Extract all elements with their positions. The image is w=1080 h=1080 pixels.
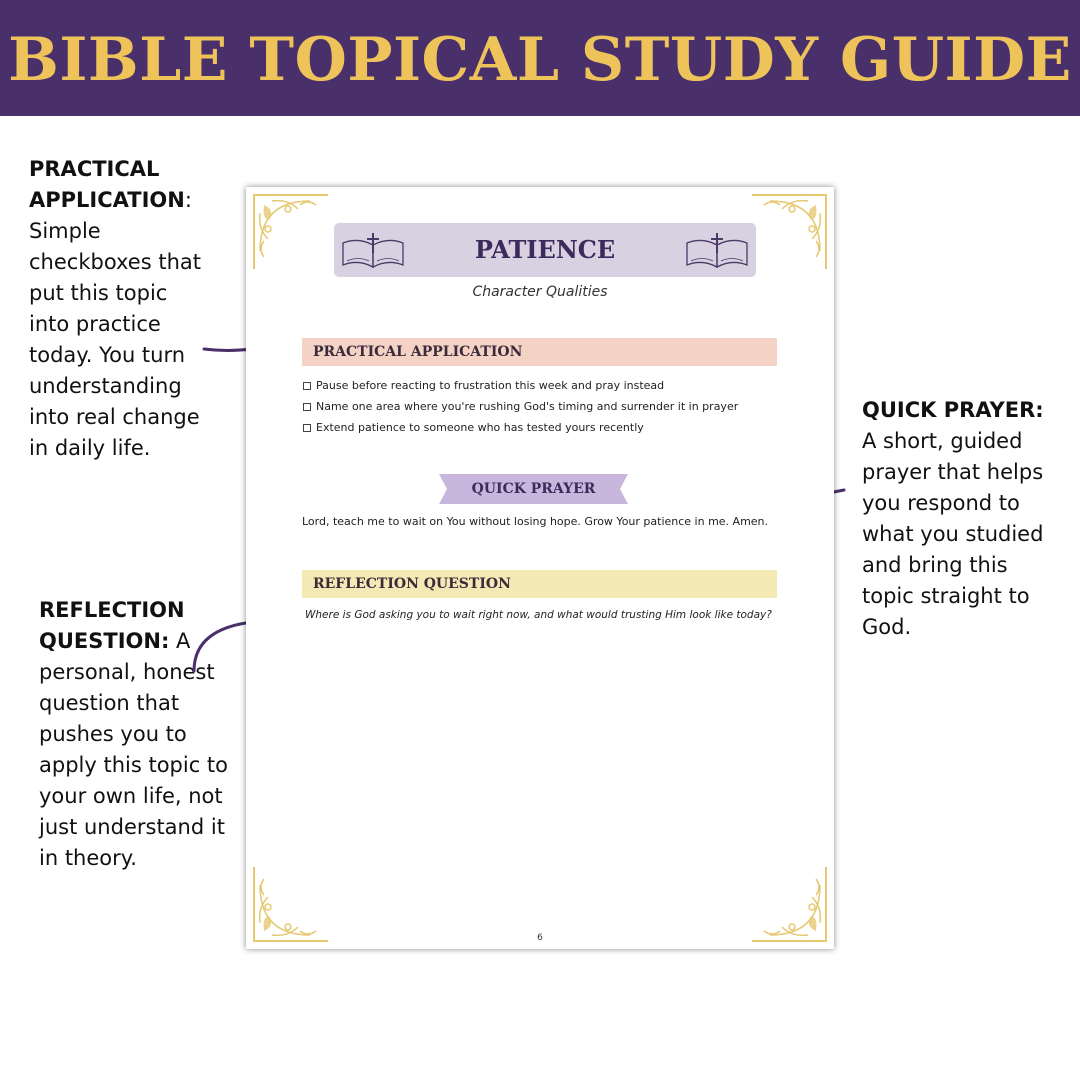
callout-practical-punct: : — [184, 188, 192, 212]
ornate-corner-icon — [750, 191, 830, 271]
checklist-item-label: Extend patience to someone who has tested yours recently — [316, 421, 644, 434]
callout-practical-body: Simple checkboxes that put this topic into practice today. You turn understanding into real change in daily life. — [29, 219, 201, 460]
checklist-item — [303, 417, 803, 438]
callout-prayer-body: A short, guided prayer that helps you respond to what you studied and bring this topic straight to God. — [862, 429, 1044, 639]
callout-reflection-body: A personal, honest question that pushes you to apply this topic to your own life, not just understand it in theory. — [39, 629, 229, 870]
checkbox[interactable] — [303, 382, 311, 390]
page-number: 6 — [537, 933, 543, 943]
page-title: BIBLE TOPICAL STUDY GUIDE — [8, 25, 1072, 95]
practical-application-bar — [302, 338, 777, 366]
reflection-question-text: Where is God asking you to wait right now, and what would trusting Him look like today? — [305, 609, 772, 621]
callout-quick-prayer — [862, 395, 1062, 643]
header-banner — [0, 0, 1080, 116]
open-bible-cross-icon — [682, 231, 752, 271]
checklist-item — [303, 396, 803, 417]
checkbox[interactable] — [303, 403, 311, 411]
practical-application-heading: PRACTICAL APPLICATION — [313, 344, 523, 360]
quick-prayer-heading: QUICK PRAYER — [471, 481, 596, 497]
reflection-question-bar — [302, 570, 777, 598]
checklist-item-label: Pause before reacting to frustration this week and pray instead — [316, 379, 665, 392]
quick-prayer-ribbon — [439, 474, 628, 504]
topic-title: PATIENCE — [474, 235, 616, 264]
checklist-item-label: Name one area where you're rushing God's timing and surrender it in prayer — [316, 400, 739, 413]
ornate-corner-icon — [250, 191, 330, 271]
study-page-preview — [246, 187, 834, 949]
topic-title-box — [334, 223, 756, 277]
practical-checklist — [303, 375, 803, 438]
callout-reflection-heading: REFLECTION QUESTION: — [39, 598, 185, 653]
reflection-question-heading: REFLECTION QUESTION — [313, 576, 511, 592]
checklist-item — [303, 375, 803, 396]
quick-prayer-text: Lord, teach me to wait on You without losing hope. Grow Your patience in me. Amen. — [302, 515, 769, 528]
callout-practical-application — [29, 154, 214, 464]
callout-practical-heading: PRACTICAL APPLICATION — [29, 157, 185, 212]
checkbox[interactable] — [303, 424, 311, 432]
callout-prayer-heading: QUICK PRAYER: — [862, 398, 1044, 422]
topic-subtitle: Character Qualities — [472, 284, 608, 300]
